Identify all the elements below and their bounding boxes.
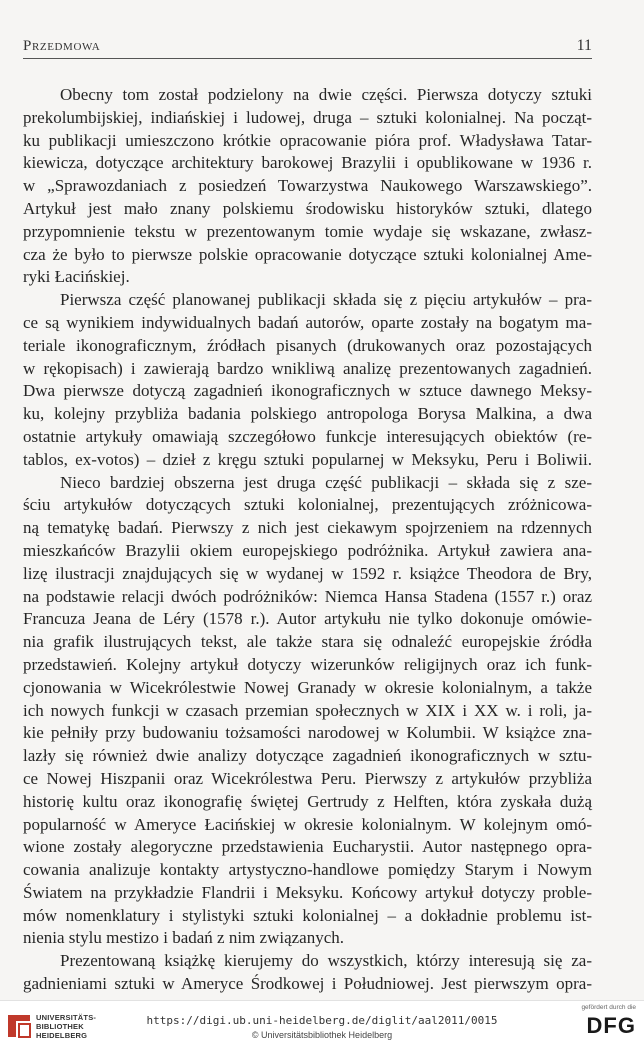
text-line: cowania analizuje kontakty artystyczno-handlowe pomiędzy Starym i Nowym [23, 860, 592, 880]
copyright-notice: © Universitätsbibliothek Heidelberg [251, 1030, 393, 1040]
text-line: ostatnie artykuły omawiają szczegółowo funkcje interesujących obiektów (re- [23, 426, 592, 446]
text-line: mieszkańców Brazylii okiem europejskiego podróżnika. Artykuł zawiera ana- [23, 540, 592, 560]
body-text [23, 84, 592, 996]
text-line: wione zostały alegoryczne przedstawienia Eucharystii. Autor następnego opra- [23, 837, 592, 857]
text-line: ich nowych funkcji w czasach przemian społecznych w XIX i XX w. i roli, ja- [23, 700, 592, 720]
text-line: kie pełniły przy budowaniu tożsamości narodowej w Kolumbii. W książce zna- [23, 723, 592, 743]
text-line: nienia stylu mestizo i badań z nim związanych. [23, 928, 345, 948]
text-line: ku publikacji umieszczono krótkie opracowanie pióra prof. Władysława Tatar- [23, 130, 592, 150]
text-line: Nieco bardziej obszerna jest druga część publikacji – składa się z sze- [60, 472, 592, 492]
text-line: w „Sprawozdaniach z posiedzeń Towarzystwa Naukowego Warszawskiego”. [23, 176, 592, 196]
text-line: Światem na przykładzie Flandrii i Meksyku. Końcowy artykuł dotyczy proble- [23, 882, 592, 902]
text-line: teriale ikonograficznym, źródłach pisanych (drukowanych oraz pozostających [23, 335, 592, 355]
text-line: Pierwsza część planowanej publikacji składa się z pięciu artykułów – pra- [60, 290, 592, 310]
text-line: lazły się również dwie analizy dotyczące zagadnień ikonograficznych w sztu- [23, 746, 592, 766]
text-line: ściu artykułów dotyczących sztuki kolonialnej, prezentujących zróżnicowa- [23, 495, 592, 515]
text-line: ną tematykę badań. Pierwszy z nich jest ciekawym spojrzeniem na rdzennych [23, 518, 592, 538]
text-line: Francuza Jeana de Léry (1578 r.). Autor artykułu nie tylko dokonuje omówie- [23, 609, 592, 629]
text-line: ce są wynikiem indywidualnych badań autorów, oparte zostały na bogatym ma- [23, 312, 592, 332]
dfg-logo: DFG [586, 1013, 636, 1038]
text-line: nia grafik ilustrujących tekst, ale także stara się odnaleźć europejskie źródła [23, 632, 592, 652]
running-title: Przedmowa [23, 38, 101, 54]
text-line: ryki Łacińskiej. [23, 267, 130, 287]
text-line: lizę ilustracji znajdujących się w wydanej w 1592 r. książce Theodora de Bry, [23, 563, 592, 583]
digitization-footer [0, 1000, 644, 1045]
text-line: przedstawień. Kolejny artykuł dotyczy wizerunków religijnych oraz ich funk- [23, 654, 592, 674]
text-line: mów nomenklatury i stylistyki sztuki kolonialnej – a dokładnie problemu ist- [23, 905, 592, 925]
text-line: Dwa pierwsze dotyczą zagadnień ikonograficznych w sztuce dawnego Meksy- [23, 381, 592, 401]
source-url-link[interactable]: https://digi.ub.uni-heidelberg.de/diglit/aal2011/0015 [146, 1014, 498, 1027]
text-line: w rękopisach) i zawierają bardzo wnikliwą analizę prezentowanych zagadnień. [23, 358, 592, 378]
text-line: na podstawie relacji dwóch podróżników: Niemca Hansa Stadena (1557 r.) oraz [23, 586, 592, 606]
text-line: kiewicza, dotyczące architektury barokowej Brazylii i opublikowane w 1936 r. [23, 153, 592, 173]
text-line: ku, kolejny przybliża badania polskiego antropologa Borysa Malkina, a dwa [23, 404, 592, 424]
funder-note: gefördert durch die [581, 1004, 636, 1011]
text-line: historię kultu oraz ikonografię świętej Gertrudy z Helften, która zyskała dużą [23, 791, 592, 811]
text-line: przypomnienie tekstu w prezentowanym tomie wydaje się wskazane, zwłasz- [23, 221, 592, 241]
text-line: Obecny tom został podzielony na dwie części. Pierwsza dotyczy sztuki [60, 85, 592, 104]
running-head [23, 36, 592, 59]
text-line: popularność w Ameryce Łacińskiej w okresie kolonialnym. W kolejnym omó- [23, 814, 592, 834]
text-line: prekolumbijskiej, indiańskiej i ludowej, druga – sztuki kolonialnej. Na począt- [23, 107, 592, 127]
text-line: gadnieniami sztuki w Ameryce Środkowej i Południowej. Jest pierwszym opra- [23, 974, 592, 994]
text-line: tablos, ex-votos) – dzieł z kręgu sztuki popularnej w Meksyku, Peru i Boliwii. [23, 449, 592, 469]
text-line: Artykuł jest mało znany polskiemu środowisku historyków sztuki, dlatego [23, 198, 592, 218]
text-line: cza że było to pierwsze polskie opracowanie dotyczące sztuki kolonialnej Ame- [23, 244, 592, 264]
page-number: 11 [576, 37, 592, 54]
text-line: cjonowania w Wicekrólestwie Nowej Granady w okresie kolonialnym, a także [23, 677, 592, 697]
text-line: Prezentowaną książkę kierujemy do wszystkich, którzy interesują się za- [60, 951, 592, 971]
text-line: ce Nowej Hiszpanii oraz Wicekrólestwa Peru. Pierwszy z artykułów przybliża [23, 768, 592, 788]
library-logo-text: UNIVERSITÄTS- BIBLIOTHEK HEIDELBERG [36, 1013, 97, 1040]
